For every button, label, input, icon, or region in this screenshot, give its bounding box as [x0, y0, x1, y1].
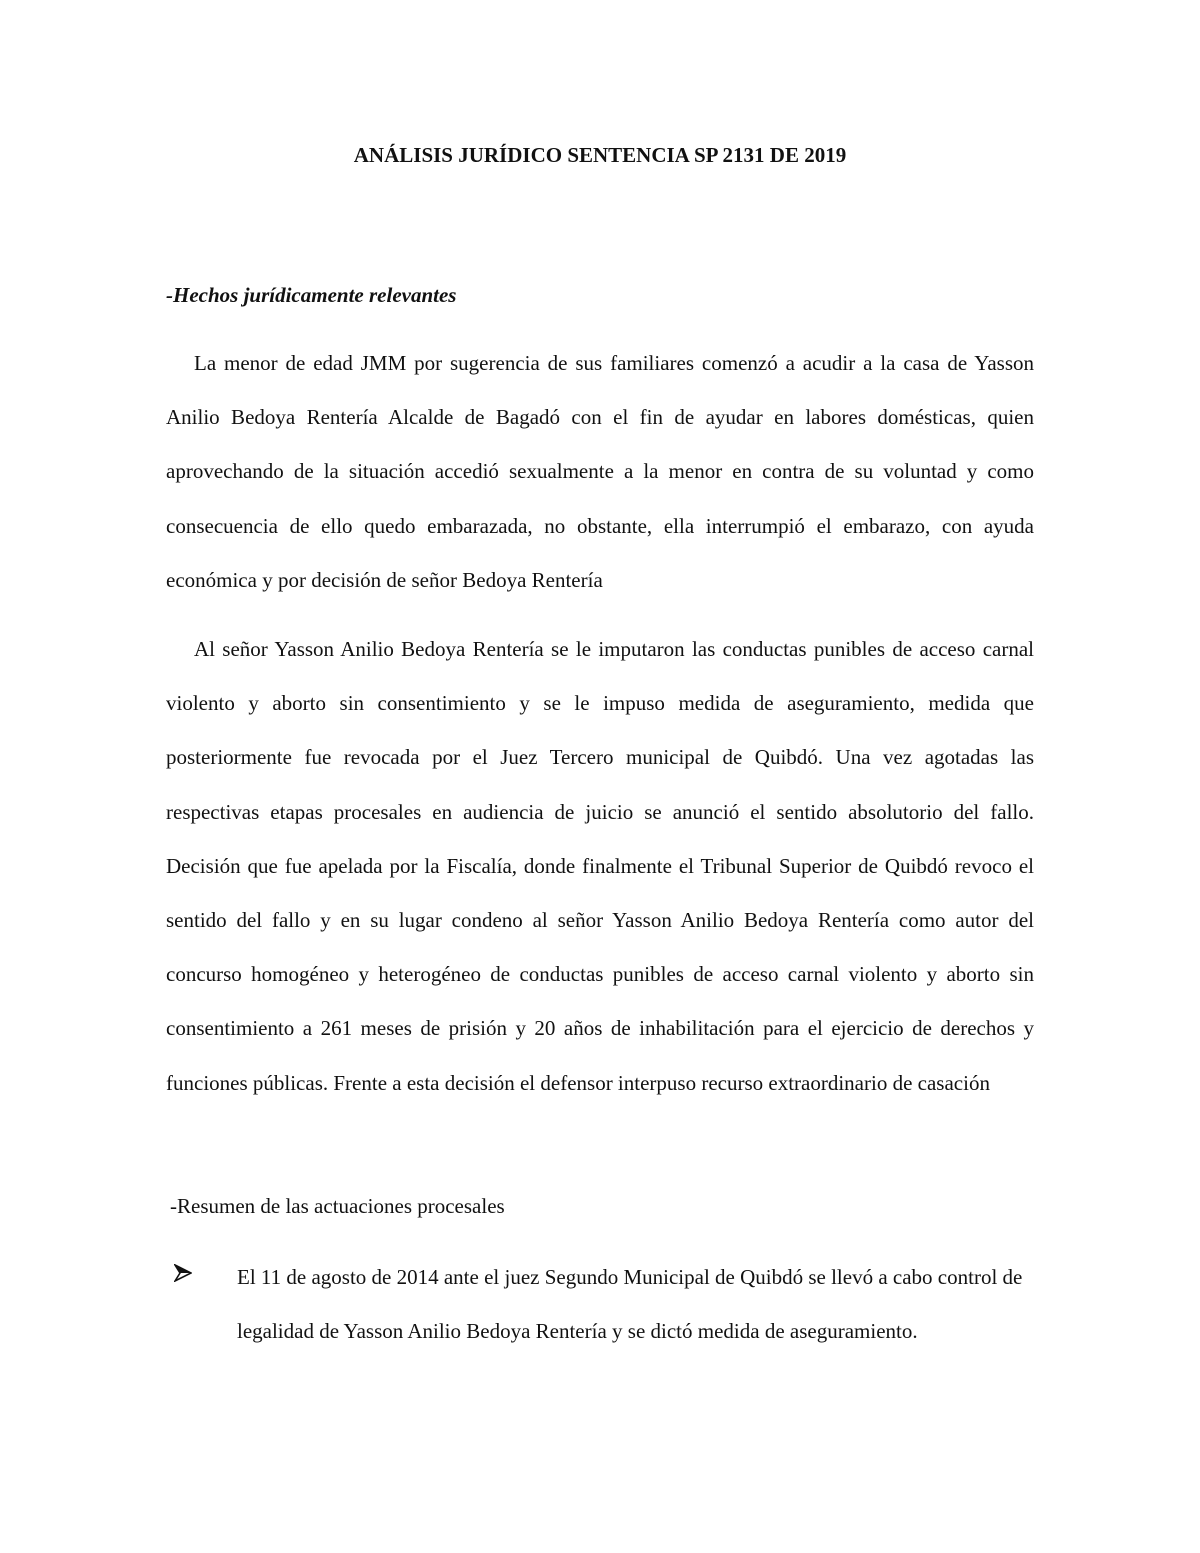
arrowhead-bullet-icon: [174, 1264, 192, 1282]
section-heading-hechos: -Hechos jurídicamente relevantes: [166, 283, 457, 307]
paragraph-hechos-2: Al señor Yasson Anilio Bedoya Rentería se le imputaron las conductas punibles de acceso carnal violento y aborto sin consentimiento y se le impuso medida de aseguramiento, medida que posteriormente fue revocada por el Juez Tercero municipal de Quibdó. Una vez agotadas las respectivas etapas procesales en audiencia de juicio se anunció el sentido absolutorio del fallo. Decisión que fue apelada por la Fiscalía, donde finalmente el Tribunal Superior de Quibdó revoco el sentido del fallo y en su lugar condeno al señor Yasson Anilio Bedoya Rentería como autor del concurso homogéneo y heterogéneo de conductas punibles de acceso carnal violento y aborto sin consentimiento a 261 meses de prisión y 20 años de inhabilitación para el ejercicio de derechos y funciones públicas. Frente a esta decisión el defensor interpuso recurso extraordinario de casación: [166, 637, 1034, 1095]
section-heading-actuaciones: -Resumen de las actuaciones procesales: [170, 1194, 505, 1218]
paragraph-hechos-1: La menor de edad JMM por sugerencia de sus familiares comenzó a acudir a la casa de Yasson Anilio Bedoya Rentería Alcalde de Bagadó con el fin de ayudar en labores domésticas, quien aprovechando de la situación accedió sexualmente a la menor en contra de su voluntad y como consecuencia de ello quedo embarazada, no obstante, ella interrumpió el embarazo, con ayuda económica y por decisión de señor Bedoya Rentería: [166, 351, 1034, 592]
document-title: ANÁLISIS JURÍDICO SENTENCIA SP 2131 DE 2019: [353, 143, 847, 167]
bullet-text: El 11 de agosto de 2014 ante el juez Segundo Municipal de Quibdó se llevó a cabo control de legalidad de Yasson Anilio Bedoya Rentería y se dictó medida de aseguramiento.: [237, 1265, 1023, 1344]
